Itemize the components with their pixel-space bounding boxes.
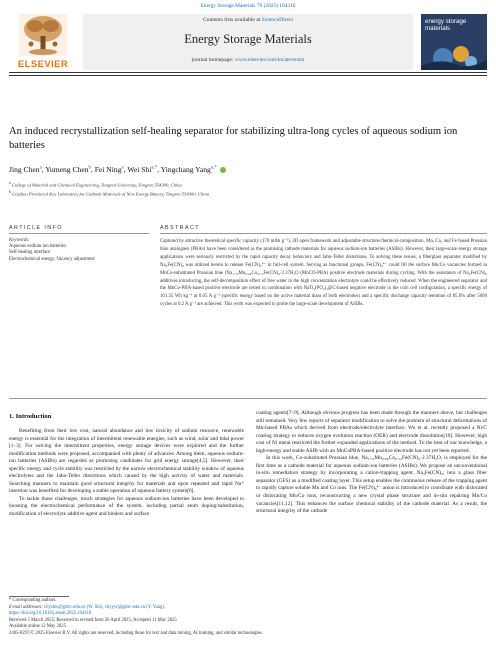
author-affil-marker[interactable]: b [88,165,91,171]
keywords-block [9,238,139,263]
homepage-link[interactable]: www.elsevier.com/locate/ensm [234,57,305,63]
body-paragraph: coating agents[7–9]. Although obvious progress has been made through the manners above, but challenges still remained. Very few reports of separator modification to solve the problem of structural deformations of Mn-based PBAs which derived from electrode/electrolyte interface. Wu et al. recently proposed a Ni/C coating strategy to reduces oxygen evolution reaction (OER) and electrode dissolution[10]. However, high cost of Ni metal restricted the further expanded applications of the method. To the best of our knowledge, a high-energy and stable ASIB with an MnCoPBA-based positive electrode has not yet been reported. [256,410,487,454]
elsevier-wordmark: ELSEVIER [17,59,69,70]
email-addresses[interactable]: chyshw@gztrc.edu.cn (W. Shi), chyyyr@gztrc.edu.cn (Y. Yang). [43,604,166,610]
cover-title: energy storage materials [425,18,467,32]
author-name[interactable]: Jing Chen [9,165,40,174]
journal-reference[interactable]: Energy Storage Materials 79 (2025) 104318 [200,3,296,9]
received-dates: Received 5 March 2025; Received in revised form 26 April 2025; Accepted 11 May 2025 [9,617,177,623]
affiliation-marker: b [9,189,11,194]
author-name[interactable]: Yingchang Yang [160,165,211,174]
keyword-item: Electrochemical energy, Vacancy adjustment [9,256,95,262]
contents-prefix: Contents lists available at [202,17,262,23]
affiliation-text: College of Material and Chemical Engineering, Tongren University, Tongren 554300, China [11,182,182,188]
footnote-rule [9,596,69,597]
body-paragraph: Benefiting from their low cost, natural abundance and low toxicity of sodium resource, renewable energy is essential for the integration of intermittent renewable energies, such as wind, solar and tidal power [1–3]. For solving the intermittent properties, energy storage devices were explored and the further modification methods were proposed, accompanied with plenty of advances. Among them, aqueous sodium-ion batteries (ASIBs) are regarded as promising candidates for grid energy storage[4,5]. However, their specific energy and cycle stability was restricted by the narrow electrochemical stability window of aqueous electrolytes and the Jahn-Teller distortions which caused by the high activity of water and materials. Searching manners to maintain good structural integrity for materials and upon repeated and rapid Na⁺ insertion was benefited for developing a stable operation of aqueous battery system[6]. [9,428,244,495]
cover-artwork [421,40,487,70]
email-label: E-mail addresses: [9,604,44,610]
author-affil-marker[interactable]: a [121,165,124,171]
homepage-prefix: journal homepage: [191,57,235,63]
copyright-line: 2405-8297/© 2025 Elsevier B.V. All rights are reserved, including those for text and data mining, AI training, and similar technologies. [9,630,263,636]
journal-masthead [83,14,413,70]
journal-cover-thumbnail[interactable] [421,14,487,70]
doi-link[interactable]: https://doi.org/10.1016/j.ensm.2025.104318 [9,611,92,617]
abstract-heading: ABSTRACT [160,225,200,231]
abstract-bottom-rule [9,398,487,399]
corresponding-note: * Corresponding authors. [9,598,57,603]
section-heading-introduction: 1. Introduction [9,413,52,420]
author-list: Jing Chen$^a$, Yumeng Chen$^b$, Fei Ning$^a$, Wei Shi$^{a,*}$, Yingchang Yang$^{a,*}$ [9,165,487,174]
body-column-right [256,410,487,516]
homepage-line [83,57,413,63]
author-affil-marker[interactable]: a [39,165,42,171]
keyword-item: Self-healing interface [9,250,51,256]
sciencedirect-link[interactable]: ScienceDirect [261,17,294,23]
orcid-icon[interactable] [220,167,226,173]
body-paragraph: In this work, Co-substituted Prussian blue, Na₁.₇₅Mn₀.₆₆Co₀.₁₂Fe(CN)₆·2.37H₂O, is employed for the first time as a cathode material for aqueous sodium-ion batteries (ASIBs). We propose an unconventional in-situ remediation strategy by incorporating a cation-trapping agent, Na₄Fe(CN)₆, into a glass fiber separator (GFS) as a modified coating layer. This setup enables the continuous release of the trapping agent to rapidly capture soluble Mn and Co ions. The Fe(CN)₆⁴⁻ anion is introduced to coordinate with dislocated or dislocating Mn/Co ions, reconstructing a new crystal phase structure and in-situ repairing Mn/Co vacancies[11,12]. This enhances the surface chemical stability of the cathode material. As a result, the structural integrity of the cathode [256,455,487,515]
article-info-heading: ARTICLE INFO [9,225,63,231]
contents-line [83,17,413,23]
abstract-rule [160,233,487,234]
author-affil-marker[interactable]: a,* [151,165,158,171]
footnotes [9,598,487,638]
header-rule-bottom [9,72,487,73]
email-line [9,605,487,612]
paper-title: An induced recrystallization self-healing separator for stabilizing ultra-long cycles of aqueous sodium ion batteries [9,126,458,151]
abstract-text: Captured by attractive theoretical specific capacity (170 mAh g⁻¹), 3D open framework and adjustable structure/chemical-composition, Mn, Co, and Fe based Prussian blue analogues (PBAs) have been considered as the promising cathode materials for aqueous sodium-ion batteries (ASIBs). However, their large-scale energy storage applications were seriously restricted by the rapid capacity decay behaviors and Jahn-Teller distortions. To solving these issues, a fiberglass separator modified by Na₄Fe(CN)₆ was utilized herein to release Fe(CN)₆⁴⁻ in full-cell system. Serving as functional groups, Fe(CN)₆⁴⁻ could fill the surface Mn/Co vacancies formed in MnCo-substituted Prussian blue (Na₁.₇₅Mn₀.₆₆Co₀.₁₂Fe(CN)₆·2.37H₂O (MnCO-PBA) positive electrode materials during cycling. With the assistance of Na₄Fe(CN)₆ additives introducing, the self-decomposition effect of free water in the high concentration electrolyte could be effectively reduced. When the engineered separator and the MnCo-PBA-based positive electrode are tested in combination with NaTi₂(PO₄)₃@C-based negative electrode in the coin cell configuration, a specific energy of 101.35 Wh kg⁻¹ at 0.05 A g⁻¹ (specific energy based on the active material mass of both electrodes) and a specific discharge capacity retention of 85.8% after 5000 cycles at 0.2 A g⁻¹ are achieved. This work was expected to probe the large-scale development of ASIBs. [160,239,487,308]
keywords-label: Keywords: [9,238,30,243]
body-paragraph: To tackle those challenges, much strategies for aqueous sodium-ion batteries have been developed to boosting the electrochemical performance of the system, including partial atom doping/substitution, modification of electrolyte additive agent and binders and surface [9,495,244,518]
journal-title: Energy Storage Materials [184,32,312,46]
author-name[interactable]: Yumeng Chen [45,165,89,174]
header-rule-bottom-thin [9,75,487,76]
affiliation-marker: a [9,181,11,185]
affiliation-text: Guizhou Provincial Key Laboratory for Cathode Materials of New Energy Battery, Tongren 554300, China [12,191,210,197]
elsevier-tree-icon [19,14,67,56]
author-name[interactable]: Fei Ning [94,165,122,174]
online-date: Available online 12 May 2025 [9,624,66,630]
body-column-left [9,428,244,519]
affiliation-item [9,189,487,198]
elsevier-logo[interactable] [9,14,77,70]
affiliation-item [9,180,487,189]
author-name[interactable]: Wei Shi [127,165,152,174]
author-affil-marker[interactable]: a,* [210,165,217,171]
affiliations [9,180,487,197]
journal-header [9,14,487,70]
keyword-item: Aqueous sodium ion batteries [9,244,67,250]
article-info-rule [9,233,149,234]
